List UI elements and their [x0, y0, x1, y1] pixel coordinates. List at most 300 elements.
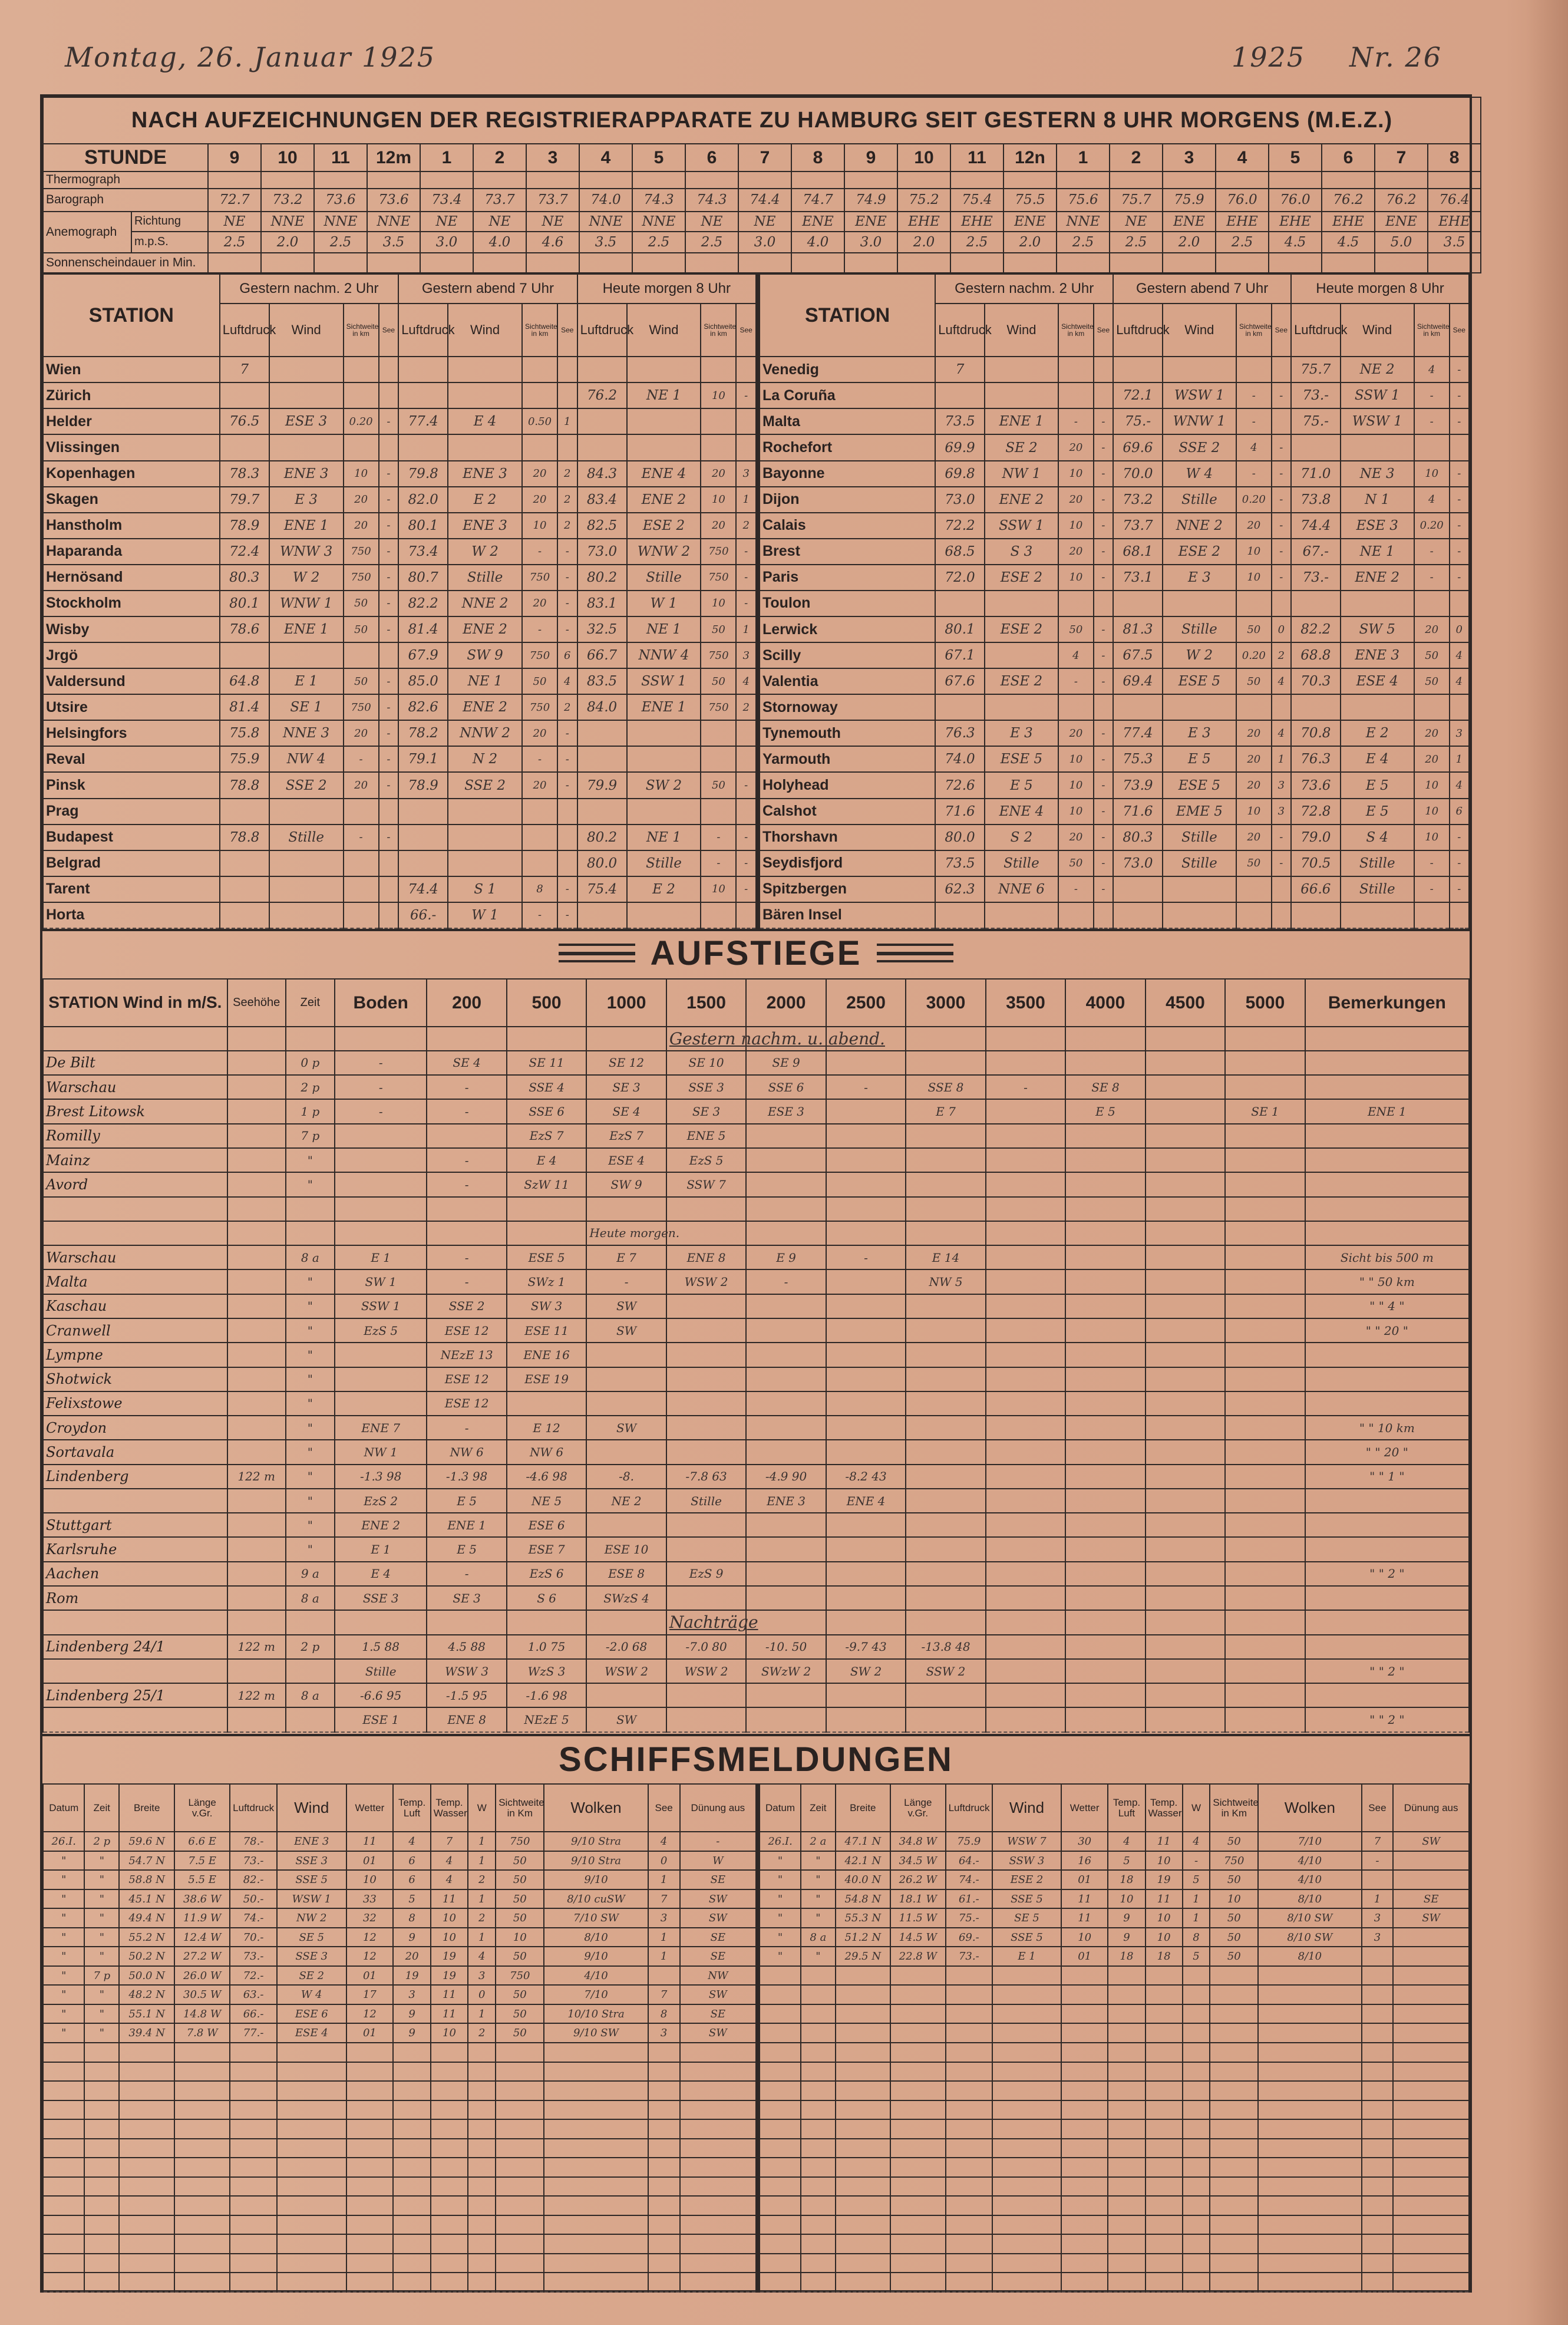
schiff-value [890, 2023, 946, 2043]
schiff-value [801, 2100, 835, 2120]
aufstiege-station: Shotwick [43, 1367, 227, 1391]
schiff-value [1108, 2273, 1145, 2292]
schiff-header: See [1362, 1784, 1394, 1832]
schiff-value: 11 [346, 1832, 394, 1851]
aufstiege-value: -1.5 95 [427, 1683, 506, 1707]
aufstiege-value [746, 1294, 826, 1318]
station-name: Wisby [43, 616, 220, 642]
station-value: 69.6 [1113, 434, 1163, 460]
station-value: 750 [522, 642, 557, 668]
station-value: 70.8 [1291, 720, 1341, 746]
schiff-value [43, 2177, 84, 2197]
aufstiege-value [746, 1367, 826, 1391]
sub-header: Sichtweite in km [522, 304, 557, 357]
schiff-row [43, 1889, 756, 1909]
schiff-value [801, 2081, 835, 2100]
aufstiege-value [1065, 1465, 1145, 1489]
schiff-value: 10 [431, 1908, 468, 1928]
schiff-row [43, 1851, 756, 1871]
aufstiege-value [1305, 1172, 1469, 1196]
schiff-value [1061, 2177, 1108, 2197]
station-value: S 2 [985, 825, 1058, 850]
station-row [43, 902, 756, 928]
schiff-value [1393, 2043, 1469, 2062]
station-value: 4 [1450, 772, 1469, 798]
station-value [701, 434, 736, 460]
richtung-cell: NE [526, 212, 579, 232]
schiff-value [544, 2196, 648, 2215]
aufstiege-value [1225, 1367, 1305, 1391]
schiff-value: SE [680, 1947, 756, 1966]
aufstiege-value: SE 3 [586, 1075, 666, 1099]
schiff-value [946, 2100, 992, 2120]
aufstiege-value [227, 1659, 286, 1683]
aufstiege-station [43, 1489, 227, 1513]
aufstiege-value [227, 1707, 286, 1732]
aufstiege-value [427, 1027, 506, 1051]
sub-header: Sichtweite in km [344, 304, 379, 357]
schiff-value [544, 2158, 648, 2177]
aufstiege-value [1065, 1440, 1145, 1464]
schiff-value: 5 [393, 1889, 430, 1909]
station-row [43, 565, 756, 591]
station-value: 2 [557, 694, 577, 720]
station-value: 69.4 [1113, 668, 1163, 694]
station-value [1163, 591, 1236, 616]
thermograph-cell [261, 172, 314, 189]
station-value: 10 [1058, 772, 1094, 798]
schiff-value: 11 [1061, 1908, 1108, 1928]
aufstiege-value [826, 1367, 906, 1391]
schiff-value [1146, 2062, 1183, 2082]
aufstiege-value: - [826, 1245, 906, 1269]
station-value [344, 902, 379, 928]
schiff-value [496, 2158, 544, 2177]
station-value: - [1414, 382, 1450, 408]
aufstiege-value [1065, 1294, 1145, 1318]
station-value: E 4 [448, 408, 522, 434]
station-value: 79.7 [220, 487, 269, 513]
schiff-value [648, 2158, 680, 2177]
schiff-value: " [84, 1908, 119, 1928]
schiff-row [760, 2043, 1469, 2062]
station-value: - [522, 902, 557, 928]
aufstiege-value [1305, 1027, 1469, 1051]
station-value: 66.6 [1291, 876, 1341, 902]
schiff-value [230, 2062, 277, 2082]
station-value: - [379, 539, 399, 565]
station-value [1272, 357, 1291, 382]
aufstiege-value [666, 1367, 746, 1391]
station-value: Stille [985, 850, 1058, 876]
station-value: WNW 2 [627, 539, 701, 565]
aufstiege-value: NW 6 [507, 1440, 586, 1464]
station-value: ENE 2 [448, 694, 522, 720]
richtung-label: Richtung [131, 212, 208, 232]
station-value: 71.6 [1113, 799, 1163, 825]
barograph-cell: 73.2 [261, 189, 314, 212]
aufstiege-station: Warschau [43, 1245, 227, 1269]
station-value: - [736, 382, 756, 408]
aufstiege-value: " " 50 km [1305, 1269, 1469, 1294]
schiff-value [174, 2196, 230, 2215]
aufstiege-value: " [286, 1391, 335, 1416]
station-value: - [1094, 461, 1113, 487]
aufstiege-value [1065, 1124, 1145, 1148]
schiff-value [230, 2100, 277, 2120]
schiff-value: " [801, 1947, 835, 1966]
schiff-value [1108, 2100, 1145, 2120]
station-value [344, 642, 379, 668]
station-value: 50 [344, 591, 379, 616]
barograph-cell: 75.9 [1163, 189, 1216, 212]
schiff-value: 8/10 [544, 1928, 648, 1947]
schiff-value [760, 2081, 801, 2100]
station-value [701, 720, 736, 746]
schiff-value [801, 2062, 835, 2082]
schiff-value: 5 [1108, 1851, 1145, 1871]
aufstiege-value [986, 1197, 1065, 1221]
aufstiege-value: 122 m [227, 1683, 286, 1707]
aufstiege-header: 1500 [666, 979, 746, 1027]
aufstiege-value [227, 1440, 286, 1464]
station-value [736, 799, 756, 825]
station-name: Toulon [760, 591, 935, 616]
schiff-value: 63.- [230, 1985, 277, 2004]
aufstiege-value: " " 2 " [1305, 1707, 1469, 1732]
aufstiege-value [986, 1489, 1065, 1513]
schiff-value: 8/10 cuSW [544, 1889, 648, 1909]
schiff-value: 0 [648, 1851, 680, 1871]
aufstiege-value [335, 1391, 427, 1416]
station-value: 20 [1236, 772, 1272, 798]
aufstiege-value [227, 1221, 286, 1245]
mps-cell: 4.5 [1322, 232, 1375, 253]
station-value: - [1272, 434, 1291, 460]
schiff-value [43, 2273, 84, 2292]
schiff-value [431, 2215, 468, 2235]
schiff-value [1362, 2062, 1394, 2082]
aufstiege-value [227, 1294, 286, 1318]
aufstiege-value [1065, 1269, 1145, 1294]
aufstiege-value: 0 p [286, 1051, 335, 1075]
aufstiege-station [43, 1707, 227, 1732]
schiff-value: 1 [1362, 1889, 1394, 1909]
schiff-value [680, 2081, 756, 2100]
aufstiege-value [507, 1221, 586, 1245]
schiff-value [1210, 1985, 1258, 2004]
schiff-value [760, 2215, 801, 2235]
aufstiege-value: 2 p [286, 1075, 335, 1099]
richtung-cell: NNE [579, 212, 632, 232]
station-value: WSW 1 [1163, 382, 1236, 408]
schiff-value: 3 [648, 2023, 680, 2043]
schiff-header: Temp. Luft [1108, 1784, 1145, 1832]
schiff-value [277, 2177, 346, 2197]
station-value [1058, 902, 1094, 928]
station-value [398, 434, 448, 460]
schiff-value [119, 2196, 174, 2215]
sonnenschein-cell [1163, 253, 1216, 273]
aufstiege-row [43, 1635, 1469, 1659]
station-value [448, 382, 522, 408]
station-value: 73.9 [1113, 772, 1163, 798]
station-value: 75.3 [1113, 746, 1163, 772]
schiff-value [431, 2273, 468, 2292]
schiff-value [43, 2139, 84, 2158]
aufstiege-value [1065, 1416, 1145, 1440]
schiff-row [760, 1889, 1469, 1909]
aufstiege-value: SWzW 2 [746, 1659, 826, 1683]
station-value: - [1414, 565, 1450, 591]
aufstiege-value: E 7 [906, 1099, 985, 1123]
aufstiege-station: Lindenberg 24/1 [43, 1635, 227, 1659]
schiff-value [801, 2158, 835, 2177]
schiff-value [680, 2177, 756, 2197]
hour-header: 11 [314, 144, 367, 171]
aufstiege-row [43, 1416, 1469, 1440]
aufstiege-value [1146, 1172, 1225, 1196]
aufstiege-value [1065, 1489, 1145, 1513]
station-value: 1 [1272, 746, 1291, 772]
schiff-value [1393, 2158, 1469, 2177]
station-value: - [522, 539, 557, 565]
station-value [577, 434, 627, 460]
schiff-value [946, 2081, 992, 2100]
schiff-value: " [43, 1985, 84, 2004]
thermograph-cell [367, 172, 420, 189]
schiff-value: NW 2 [277, 1908, 346, 1928]
station-name: Lerwick [760, 616, 935, 642]
station-value: 50 [522, 668, 557, 694]
barograph-cell: 74.3 [632, 189, 685, 212]
aufstiege-value: SSE 6 [507, 1099, 586, 1123]
handwritten-year: 1925 [1232, 41, 1306, 73]
station-value: - [557, 876, 577, 902]
schiff-value [43, 2100, 84, 2120]
time-group-header: Heute morgen 8 Uhr [1291, 274, 1469, 304]
schiff-row [760, 1985, 1469, 2004]
thermograph-cell [1163, 172, 1216, 189]
schiff-value [890, 2234, 946, 2254]
aufstiege-value [227, 1027, 286, 1051]
schiff-value [174, 2234, 230, 2254]
aufstiege-value: Heute morgen. [586, 1221, 666, 1245]
schiff-value [1146, 2215, 1183, 2235]
station-value: - [1272, 487, 1291, 513]
station-value: 3 [1272, 799, 1291, 825]
aufstiege-value [986, 1027, 1065, 1051]
station-name: Tynemouth [760, 720, 935, 746]
schiff-value [680, 2273, 756, 2292]
station-value [448, 825, 522, 850]
aufstiege-value: -1.3 98 [335, 1465, 427, 1489]
schiff-row [43, 2100, 756, 2120]
schiff-value: 17 [346, 1985, 394, 2004]
schiff-value [277, 2215, 346, 2235]
aufstiege-row [43, 1562, 1469, 1586]
station-name: Reval [43, 746, 220, 772]
aufstiege-value: SzW 11 [507, 1172, 586, 1196]
station-value [379, 434, 399, 460]
station-value: 4 [1414, 357, 1450, 382]
station-value: Stille [1163, 487, 1236, 513]
barograph-cell: 76.2 [1375, 189, 1428, 212]
station-value: - [1272, 513, 1291, 539]
station-value [1272, 408, 1291, 434]
station-value: - [1094, 825, 1113, 850]
schiff-value: 74.- [230, 1908, 277, 1928]
schiff-value: 54.7 N [119, 1851, 174, 1871]
station-name: Skagen [43, 487, 220, 513]
station-value: 10 [1058, 746, 1094, 772]
mps-cell: 4.0 [473, 232, 526, 253]
station-value: ENE 3 [448, 513, 522, 539]
thermograph-cell [950, 172, 1003, 189]
schiff-value: 78.- [230, 1832, 277, 1851]
aufstiege-value [586, 1367, 666, 1391]
station-value: - [736, 850, 756, 876]
schiff-value: 50 [496, 1889, 544, 1909]
aufstiege-value [1225, 1489, 1305, 1513]
schiff-value [174, 2254, 230, 2273]
schiff-value [836, 1966, 891, 1986]
hour-header: 2 [1110, 144, 1163, 171]
aufstiege-value [1146, 1051, 1225, 1075]
station-name: Spitzbergen [760, 876, 935, 902]
time-group-header: Gestern nachm. 2 Uhr [220, 274, 398, 304]
schiff-value [43, 2043, 84, 2062]
station-value [220, 382, 269, 408]
hamburg-records-table [42, 97, 1481, 273]
aufstiege-value [986, 1148, 1065, 1172]
station-row [760, 616, 1469, 642]
station-value: 750 [701, 694, 736, 720]
schiff-header: Breite [119, 1784, 174, 1832]
schiff-value: 3 [1362, 1908, 1394, 1928]
station-value [522, 382, 557, 408]
aufstiege-value [335, 1343, 427, 1367]
thermograph-cell [579, 172, 632, 189]
station-value: 80.2 [577, 825, 627, 850]
aufstiege-row [43, 1513, 1469, 1537]
schiff-value [431, 2043, 468, 2062]
aufstiege-value: SSW 1 [335, 1294, 427, 1318]
station-value: E 2 [448, 487, 522, 513]
station-value: 4 [1272, 668, 1291, 694]
aufstiege-value [906, 1610, 985, 1634]
schiff-value: 12.4 W [174, 1928, 230, 1947]
station-value: - [1272, 461, 1291, 487]
aufstiege-value [1065, 1513, 1145, 1537]
aufstiege-value [986, 1416, 1065, 1440]
schiff-value [346, 2139, 394, 2158]
aufstiege-value [826, 1707, 906, 1732]
schiff-row [760, 2004, 1469, 2024]
schiff-value [648, 1966, 680, 1986]
anemograph-label: Anemograph [43, 212, 131, 253]
schiff-value [1258, 2100, 1361, 2120]
aufstiege-value: - [427, 1245, 506, 1269]
aufstiege-station: Malta [43, 1269, 227, 1294]
schiff-value: WSW 1 [277, 1889, 346, 1909]
aufstiege-value: E 14 [906, 1245, 985, 1269]
schiff-value: 50 [496, 2004, 544, 2024]
schiff-value [84, 2062, 119, 2082]
thermograph-cell [1003, 172, 1057, 189]
schiff-value [680, 2234, 756, 2254]
station-value: NW 1 [985, 461, 1058, 487]
mps-cell: 2.0 [261, 232, 314, 253]
aufstiege-value [746, 1343, 826, 1367]
schiff-value: SE 2 [277, 1966, 346, 1986]
station-value: 80.3 [1113, 825, 1163, 850]
aufstiege-value: SSE 2 [427, 1294, 506, 1318]
schiff-value: 45.1 N [119, 1889, 174, 1909]
station-value: 72.4 [220, 539, 269, 565]
schiff-value [277, 2273, 346, 2292]
schiff-value: 30.5 W [174, 1985, 230, 2004]
schiff-value [1258, 2043, 1361, 2062]
station-value: Stille [627, 565, 701, 591]
station-value [627, 746, 701, 772]
schiff-row [43, 2177, 756, 2197]
aufstiege-value [986, 1562, 1065, 1586]
schiff-value: 32 [346, 1908, 394, 1928]
station-value: 3 [736, 642, 756, 668]
station-value [522, 799, 557, 825]
schiff-value [760, 1966, 801, 1986]
station-name: Dijon [760, 487, 935, 513]
schiff-value [1061, 1985, 1108, 2004]
schiff-value [1061, 2023, 1108, 2043]
barograph-cell: 75.4 [950, 189, 1003, 212]
station-value [935, 902, 985, 928]
schiff-value: " [760, 1928, 801, 1947]
station-value [344, 799, 379, 825]
schiff-value [277, 2254, 346, 2273]
aufstiege-value [286, 1221, 335, 1245]
station-value: 50 [1236, 616, 1272, 642]
sonnenschein-cell [685, 253, 738, 273]
aufstiege-station: Romilly [43, 1124, 227, 1148]
station-value: 71.0 [1291, 461, 1341, 487]
schiff-value [1146, 2158, 1183, 2177]
schiff-value: 61.- [946, 1889, 992, 1909]
sub-header: Luftdruck [398, 304, 448, 357]
schiff-value [174, 2215, 230, 2235]
schiff-value [760, 2234, 801, 2254]
schiff-value [1146, 2139, 1183, 2158]
station-row [760, 408, 1469, 434]
schiff-value [496, 2254, 544, 2273]
aufstiege-value [666, 1707, 746, 1732]
schiff-value: 7/10 [1258, 1832, 1361, 1851]
station-value: E 1 [269, 668, 344, 694]
aufstiege-value: - [427, 1416, 506, 1440]
schiff-value: 11 [1061, 1889, 1108, 1909]
hour-header: 7 [738, 144, 791, 171]
schiff-value: 9 [393, 2023, 430, 2043]
schiff-value: 73.- [230, 1851, 277, 1871]
aufstiege-value: SSE 8 [906, 1075, 985, 1099]
station-name: Scilly [760, 642, 935, 668]
hamburg-records-title: NACH AUFZEICHNUNGEN DER REGISTRIERAPPARATE ZU HAMBURG SEIT GESTERN 8 UHR MORGENS (M.E.Z.) [43, 97, 1481, 144]
station-name: Valentia [760, 668, 935, 694]
schiff-row [43, 2215, 756, 2235]
station-value: 67.6 [935, 668, 985, 694]
aufstiege-value: ENE 1 [1305, 1099, 1469, 1123]
